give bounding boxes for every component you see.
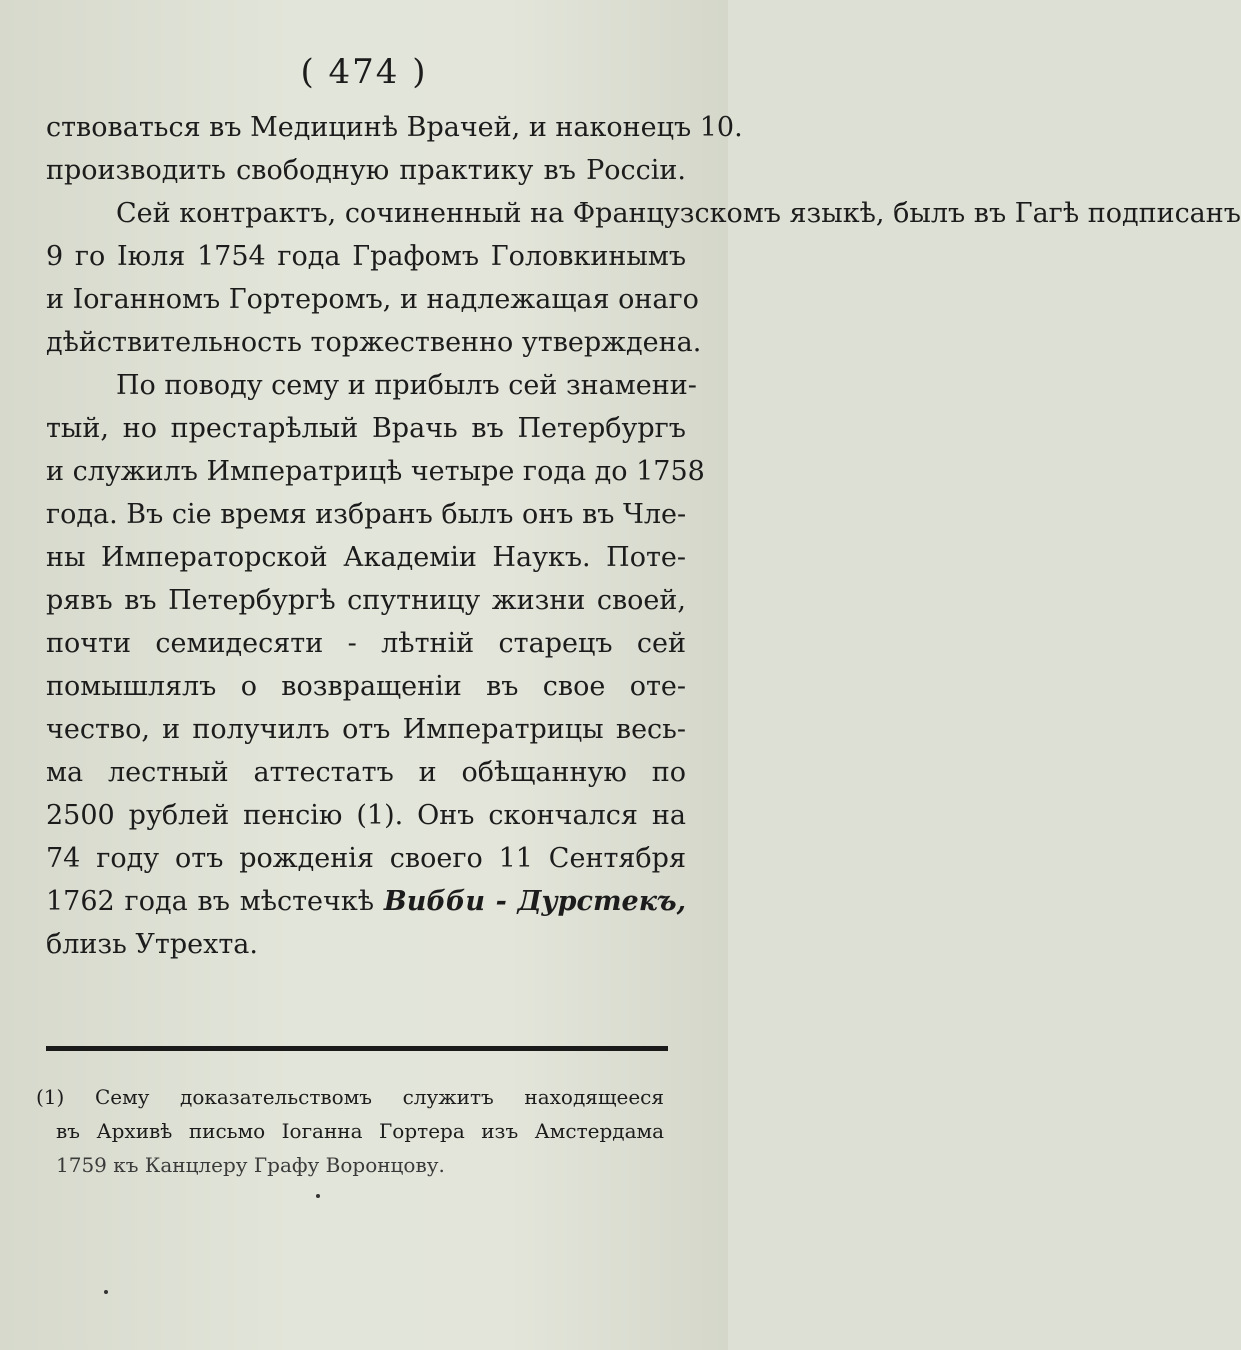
text-line: ма лестный аттестатъ и обѣщанную по bbox=[46, 757, 686, 788]
text-line: почти семидесяти - лѣтній старецъ сей bbox=[46, 628, 686, 659]
text-line: ны Императорской Академіи Наукъ. Поте- bbox=[46, 542, 686, 573]
footnote-line: въ Архивѣ письмо Іоганна Гортера изъ Амстердама bbox=[56, 1119, 664, 1143]
place-name: Вибби - Дурстекъ, bbox=[383, 886, 686, 917]
text-line: 9 го Іюля 1754 года Графомъ Головкинымъ bbox=[46, 241, 686, 272]
text-line: и служилъ Императрицѣ четыре года до 1758 bbox=[46, 456, 705, 487]
text-line: производить свободную практику въ Россіи. bbox=[46, 155, 686, 186]
text-line: рявъ въ Петербургѣ спутницу жизни своей, bbox=[46, 585, 686, 616]
text-line: помышлялъ о возвращеніи въ свое оте- bbox=[46, 671, 686, 702]
text-line: ствоваться въ Медицинѣ Врачей, и наконецъ 10. bbox=[46, 112, 743, 143]
text-line: дѣйствительность торжественно утверждена. bbox=[46, 327, 702, 358]
ink-speck bbox=[316, 1194, 320, 1198]
ink-speck bbox=[104, 1290, 108, 1294]
text-fragment: 1762 года въ мѣстечкѣ bbox=[46, 886, 375, 917]
text-line: 74 году отъ рожденія своего 11 Сентября bbox=[46, 843, 686, 874]
text-line: тый, но престарѣлый Врачь въ Петербургъ bbox=[46, 413, 686, 444]
text-line: Сей контрактъ, сочиненный на Французскомъ языкѣ, былъ въ Гагѣ подписанъ bbox=[116, 198, 1241, 229]
text-line: По поводу сему и прибылъ сей знамени- bbox=[116, 370, 697, 401]
text-line: чество, и получилъ отъ Императрицы весь- bbox=[46, 714, 686, 745]
page-number: ( 474 ) bbox=[300, 52, 428, 92]
footnote-divider bbox=[46, 1046, 668, 1051]
text-line: 2500 рублей пенсію (1). Онъ скончался на bbox=[46, 800, 686, 831]
footnote-line: 1759 къ Канцлеру Графу Воронцову. bbox=[56, 1153, 445, 1177]
main-text bbox=[46, 106, 1241, 966]
text-line: близь Утрехта. bbox=[46, 929, 258, 960]
footnote-line: (1) Сему доказательствомъ служитъ находящееся bbox=[36, 1085, 664, 1109]
footnote bbox=[36, 1080, 664, 1182]
text-line-with-place bbox=[46, 880, 686, 923]
text-line: и Іоганномъ Гортеромъ, и надлежащая онаго bbox=[46, 284, 699, 315]
text-line: года. Въ сіе время избранъ былъ онъ въ Чле- bbox=[46, 499, 687, 530]
